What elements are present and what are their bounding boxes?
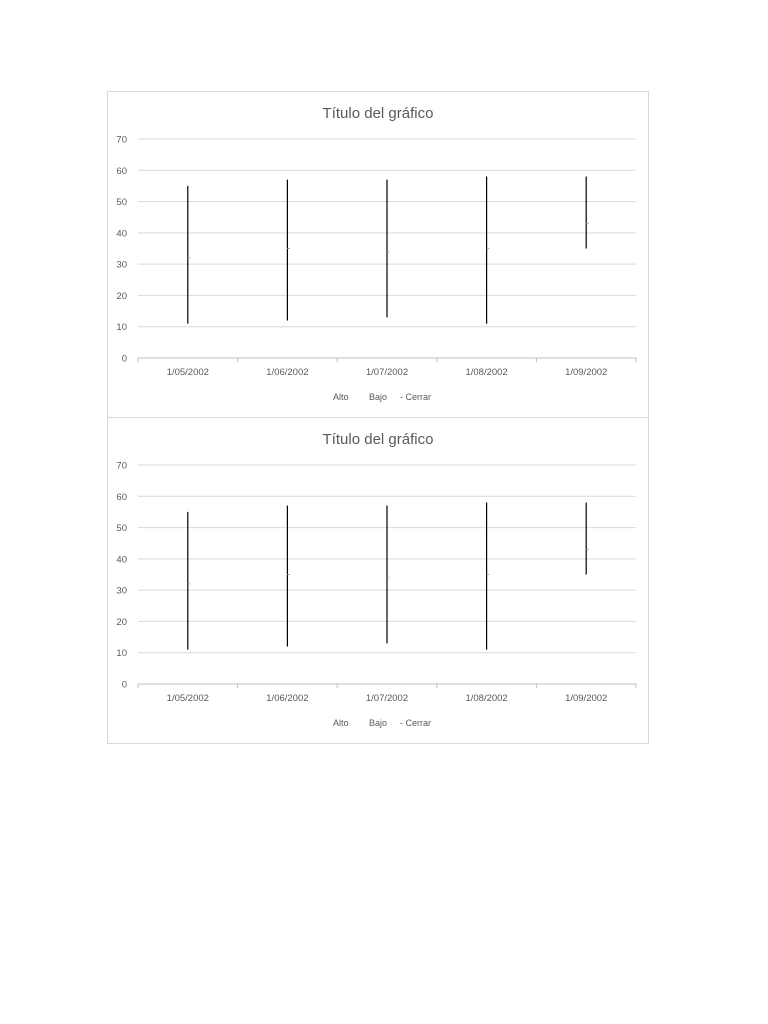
y-tick-label: 70	[116, 460, 127, 472]
legend-bajo: Bajo	[369, 718, 388, 728]
y-tick-label: 30	[116, 259, 127, 271]
x-tick-label: 1/05/2002	[166, 693, 209, 704]
y-tick-label: 40	[116, 554, 127, 566]
chart-title: Título del gráfico	[322, 105, 434, 122]
y-tick-label: 0	[121, 679, 127, 691]
y-axis	[116, 135, 127, 365]
x-tick-label: 1/09/2002	[565, 693, 608, 704]
y-tick-label: 20	[116, 616, 127, 628]
hi-lo-lines	[188, 177, 589, 324]
y-tick-label: 30	[116, 585, 127, 597]
stock-chart-1	[107, 91, 649, 418]
y-tick-label: 60	[116, 165, 127, 177]
x-tick-label: 1/05/2002	[166, 367, 209, 378]
legend	[333, 718, 431, 728]
x-tick-label: 1/07/2002	[365, 367, 409, 378]
x-tick-label: 1/06/2002	[266, 693, 309, 704]
x-axis	[138, 684, 636, 704]
y-tick-label: 50	[116, 523, 127, 535]
x-tick-label: 1/07/2002	[365, 693, 409, 704]
y-tick-label: 40	[116, 228, 127, 240]
y-tick-label: 70	[116, 134, 127, 146]
y-tick-label: 10	[116, 322, 127, 334]
stock-chart-2	[107, 417, 649, 744]
x-axis	[138, 358, 636, 378]
x-tick-label: 1/06/2002	[266, 367, 309, 378]
chart-title: Título del gráfico	[322, 431, 434, 448]
y-axis	[116, 461, 127, 691]
chart-2-svg	[108, 418, 648, 743]
y-tick-label: 0	[121, 353, 127, 365]
legend-bajo: Bajo	[369, 392, 388, 402]
chart-1-svg	[108, 92, 648, 417]
x-tick-label: 1/08/2002	[465, 693, 508, 704]
legend-cerrar: - Cerrar	[400, 392, 431, 402]
x-tick-label: 1/09/2002	[565, 367, 608, 378]
y-tick-label: 10	[116, 648, 127, 660]
legend-alto: Alto	[333, 392, 349, 402]
hi-lo-lines	[188, 503, 589, 650]
y-tick-label: 60	[116, 491, 127, 503]
legend	[333, 392, 431, 402]
y-tick-label: 20	[116, 290, 127, 302]
legend-cerrar: - Cerrar	[400, 718, 431, 728]
x-tick-label: 1/08/2002	[465, 367, 508, 378]
legend-alto: Alto	[333, 718, 349, 728]
y-tick-label: 50	[116, 197, 127, 209]
